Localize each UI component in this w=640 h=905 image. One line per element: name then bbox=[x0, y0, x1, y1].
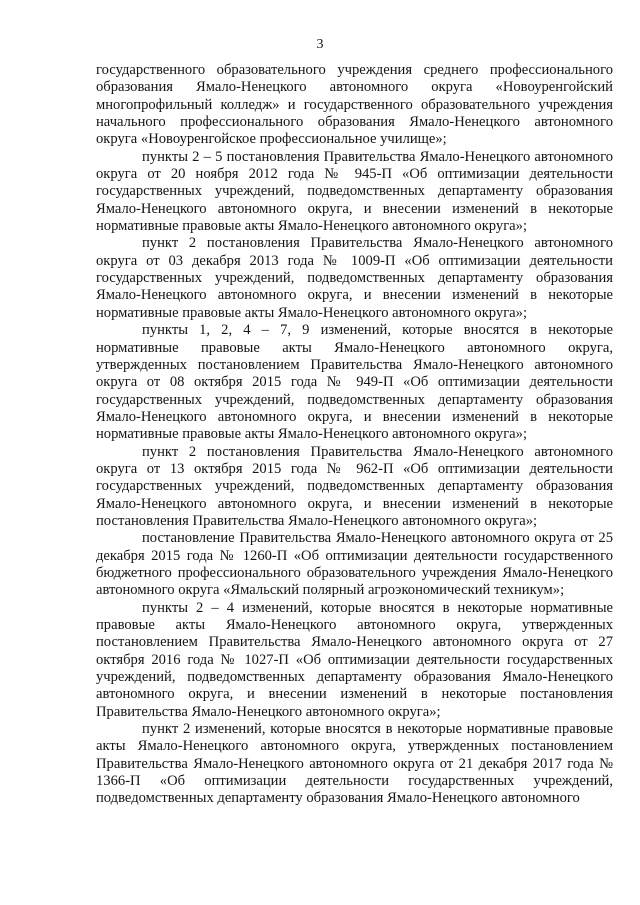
paragraph-item: пункты 1, 2, 4 – 7, 9 изменений, которые вносятся в некоторые нормативные правовые акты Ямало-Ненецкого автономного округа, утвержденных постановлением Правительства Ямало-Ненецкого автономного округа от 08 октября 2015 года № 949-П «Об оптимизации деятельности государственных учреждений, подведомственных департаменту образования Ямало-Ненецкого автономного округа, и внесении изменений в некоторые нормативные правовые акты Ямало-Ненецкого автономного округа»; bbox=[96, 322, 613, 443]
paragraph-item: пункт 2 изменений, которые вносятся в некоторые нормативные правовые акты Ямало-Ненецкого автономного округа, утвержденных постановлением Правительства Ямало-Ненецкого автономного округа от 21 декабря 2017 года № 1366-П «Об оптимизации деятельности государственных учреждений, подведомственных департаменту образования Ямало-Ненецкого автономного bbox=[96, 721, 613, 807]
paragraph-item: пункты 2 – 5 постановления Правительства Ямало-Ненецкого автономного округа от 20 ноября 2012 года № 945-П «Об оптимизации деятельности государственных учреждений, подведомственных департаменту образования Ямало-Ненецкого автономного округа, и внесении изменений в некоторые нормативные правовые акты Ямало-Ненецкого автономного округа»; bbox=[96, 148, 613, 235]
document-body bbox=[96, 62, 613, 808]
paragraph-item: пункт 2 постановления Правительства Ямало-Ненецкого автономного округа от 13 октября 2015 года № 962-П «Об оптимизации деятельности государственных учреждений, подведомственных департаменту образования Ямало-Ненецкого автономного округа, и внесении изменений в некоторые постановления Правительства Ямало-Ненецкого автономного округа»; bbox=[96, 443, 613, 529]
paragraph-continuation: государственного образовательного учреждения среднего профессионального образования Ямало-Ненецкого автономного округа «Новоуренгойский многопрофильный колледж» и государственного образовательного учреждения начального профессионального образования Ямало-Ненецкого автономного округа «Новоуренгойское профессиональное училище»; bbox=[96, 62, 613, 148]
page-number: 3 bbox=[316, 37, 324, 52]
paragraph-item: пункты 2 – 4 изменений, которые вносятся в некоторые нормативные правовые акты Ямало-Ненецкого автономного округа, утвержденных постановлением Правительства Ямало-Ненецкого автономного округа от 27 октября 2016 года № 1027-П «Об оптимизации деятельности государственных учреждений, подведомственных департаменту образования Ямало-Ненецкого автономного округа, и внесении изменений в некоторые постановления Правительства Ямало-Ненецкого автономного округа»; bbox=[96, 599, 613, 720]
paragraph-item: постановление Правительства Ямало-Ненецкого автономного округа от 25 декабря 2015 года № 1260-П «Об оптимизации деятельности государственного бюджетного профессионального образовательного учреждения Ямало-Ненецкого автономного округа «Ямальский полярный агроэкономический техникум»; bbox=[96, 530, 613, 599]
paragraph-item: пункт 2 постановления Правительства Ямало-Ненецкого автономного округа от 03 декабря 2013 года № 1009-П «Об оптимизации деятельности государственных учреждений, подведомственных департаменту образования Ямало-Ненецкого автономного округа, и внесении изменений в некоторые нормативные правовые акты Ямало-Ненецкого автономного округа»; bbox=[96, 235, 613, 321]
